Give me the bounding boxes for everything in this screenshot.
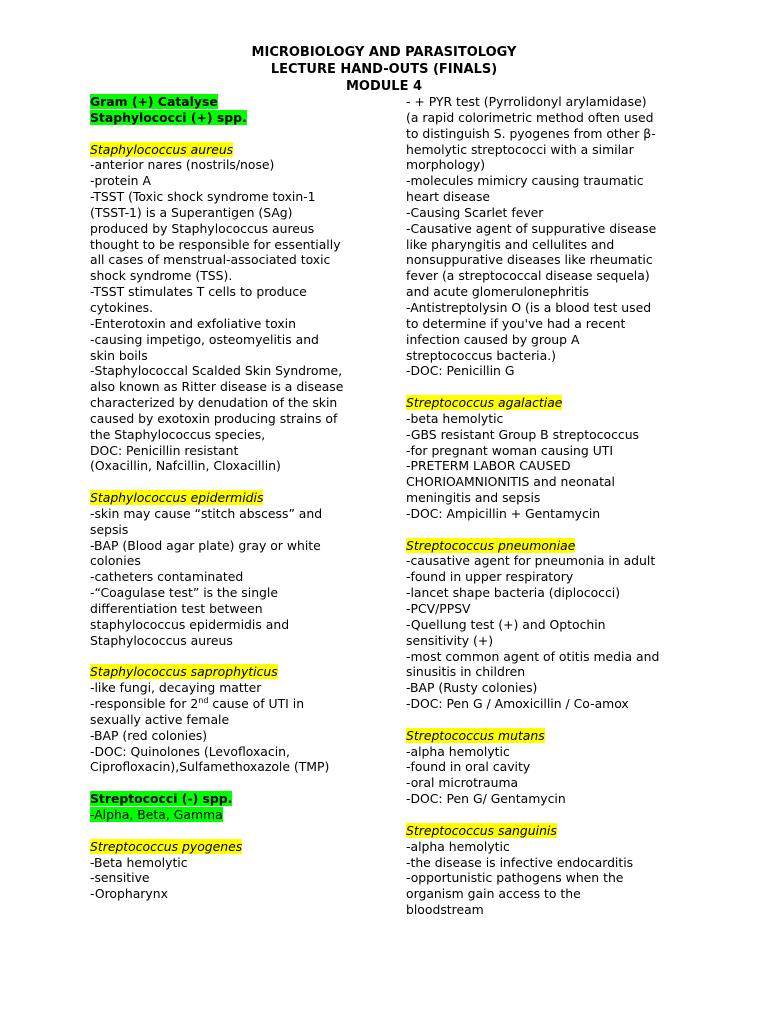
pneumoniae-line: -DOC: Pen G / Amoxicillin / Co-amox	[406, 696, 629, 712]
pyogenes-cont-line: infection caused by group A	[406, 331, 580, 347]
right-column	[406, 94, 706, 918]
module-title: MODULE 4	[345, 79, 423, 94]
pyogenes-cont-line: -DOC: Penicillin G	[406, 363, 515, 379]
left-column	[90, 94, 380, 902]
aureus-line: -causing impetigo, osteomyelitis and	[90, 331, 319, 347]
aureus-line: characterized by denudation of the skin	[90, 395, 338, 411]
pyogenes-cont-line: to determine if you've had a recent	[406, 315, 626, 331]
aureus-line: cytokines.	[90, 299, 154, 315]
pyogenes-cont-line: nonsuppurative diseases like rheumatic	[406, 252, 653, 268]
aureus-line: -Staphylococcal Scalded Skin Syndrome,	[90, 363, 343, 379]
aureus-line: thought to be responsible for essentially	[90, 236, 341, 252]
sanguinis-title: Streptococcus sanguinis	[406, 822, 557, 838]
aureus-line: also known as Ritter disease is a disease	[90, 379, 344, 395]
epidermidis-line: staphylococcus epidermidis and	[90, 616, 290, 632]
epidermidis-line: Staphylococcus aureus	[90, 632, 233, 648]
saprophyticus-line: -BAP (red colonies)	[90, 727, 208, 743]
pneumoniae-title: Streptococcus pneumoniae	[406, 537, 576, 553]
streptococci-heading: Streptococci (-) spp.	[90, 791, 233, 807]
pneumoniae-line: -BAP (Rusty colonies)	[406, 680, 538, 696]
agalactiae-title: Streptococcus agalactiae	[406, 395, 563, 411]
aureus-line: -TSST (Toxic shock syndrome toxin-1	[90, 189, 316, 205]
aureus-line: caused by exotoxin producing strains of	[90, 410, 338, 426]
pneumoniae-line: -PCV/PPSV	[406, 601, 471, 616]
strep-types: -Alpha, Beta, Gamma	[90, 806, 223, 822]
sanguinis-line: bloodstream	[406, 902, 484, 918]
epidermidis-title: Staphylococcus epidermidis	[90, 490, 264, 506]
pyogenes-line: -Oropharynx	[90, 886, 168, 902]
agalactiae-line: -for pregnant woman causing UTI	[406, 442, 613, 458]
pneumoniae-line: sinusitis in children	[406, 664, 526, 680]
agalactiae-line: CHORIOAMNIONITIS and neonatal	[406, 474, 615, 490]
epidermidis-line: -catheters contaminated	[90, 569, 244, 585]
mutans-title: Streptococcus mutans	[406, 727, 545, 743]
pyogenes-line: -sensitive	[90, 870, 150, 886]
pneumoniae-line: -Quellung test (+) and Optochin	[406, 616, 606, 632]
pyogenes-cont-line: like pharyngitis and cellulites and	[406, 236, 615, 252]
aureus-line: -anterior nares (nostrils/nose)	[90, 157, 275, 173]
agalactiae-line: meningitis and sepsis	[406, 490, 541, 506]
agalactiae-line: -GBS resistant Group B streptococcus	[406, 426, 640, 442]
saprophyticus-line	[90, 696, 380, 712]
aureus-line: -TSST stimulates T cells to produce	[90, 284, 307, 300]
pneumoniae-line: -most common agent of otitis media and	[406, 648, 660, 664]
epidermidis-line: sepsis	[90, 521, 129, 537]
pyogenes-cont-line: -Antistreptolysin O (is a blood test used	[406, 299, 652, 315]
pneumoniae-line: -lancet shape bacteria (diplococci)	[406, 585, 621, 601]
saprophyticus-line: -DOC: Quinolones (Levofloxacin,	[90, 743, 290, 759]
agalactiae-line: -beta hemolytic	[406, 410, 504, 426]
epidermidis-line: -“Coagulase test” is the single	[90, 585, 278, 601]
mutans-line: -DOC: Pen G/ Gentamycin	[406, 791, 566, 807]
pyogenes-cont-line: heart disease	[406, 189, 491, 205]
staphylococci-heading: Staphylococci (+) spp.	[90, 109, 247, 125]
epidermidis-line: differentiation test between	[90, 601, 263, 616]
aureus-line: all cases of menstrual-associated toxic	[90, 252, 331, 268]
pyogenes-cont-line: -molecules mimicry causing traumatic	[406, 173, 644, 189]
saprophyticus-text: -responsible for 2	[90, 696, 199, 712]
course-title: MICROBIOLOGY AND PARASITOLOGY	[251, 45, 517, 60]
pyogenes-cont-line: morphology)	[406, 157, 486, 173]
pyogenes-cont-line: and acute glomerulonephritis	[406, 284, 589, 300]
epidermidis-line: -skin may cause “stitch abscess” and	[90, 505, 323, 521]
aureus-line: shock syndrome (TSS).	[90, 268, 233, 284]
saprophyticus-line: Ciprofloxacin),Sulfamethoxazole (TMP)	[90, 759, 330, 775]
aureus-line: DOC: Penicillin resistant	[90, 442, 239, 458]
handout-title: LECTURE HAND-OUTS (FINALS)	[270, 62, 498, 77]
pyogenes-cont-line: - + PYR test (Pyrrolidonyl arylamidase)	[406, 94, 647, 109]
sanguinis-line: -alpha hemolytic	[406, 838, 510, 854]
saprophyticus-title: Staphylococcus saprophyticus	[90, 664, 278, 680]
aureus-title: Staphylococcus aureus	[90, 141, 234, 157]
pyogenes-cont-line: (a rapid colorimetric method often used	[406, 109, 654, 125]
epidermidis-line: -BAP (Blood agar plate) gray or white	[90, 537, 321, 553]
document-header	[0, 44, 768, 95]
sanguinis-line: organism gain access to the	[406, 886, 581, 902]
pyogenes-cont-line: to distinguish S. pyogenes from other β-	[406, 125, 656, 141]
saprophyticus-line: sexually active female	[90, 711, 230, 727]
aureus-line: (Oxacillin, Nafcillin, Cloxacillin)	[90, 458, 281, 474]
saprophyticus-text: cause of UTI in	[208, 696, 305, 712]
pyogenes-cont-line: hemolytic streptococci with a similar	[406, 141, 634, 157]
aureus-line: -Enterotoxin and exfoliative toxin	[90, 315, 296, 331]
agalactiae-line: -DOC: Ampicillin + Gentamycin	[406, 505, 601, 521]
pneumoniae-line: -causative agent for pneumonia in adult	[406, 553, 656, 569]
gram-positive-heading: Gram (+) Catalyse	[90, 94, 218, 109]
epidermidis-line: colonies	[90, 553, 141, 569]
sanguinis-line: -the disease is infective endocarditis	[406, 854, 634, 870]
pyogenes-cont-line: -Causative agent of suppurative disease	[406, 220, 657, 236]
pyogenes-cont-line: streptococcus bacteria.)	[406, 347, 556, 363]
sanguinis-line: -opportunistic pathogens when the	[406, 870, 624, 886]
pyogenes-title: Streptococcus pyogenes	[90, 838, 243, 854]
pneumoniae-line: -found in upper respiratory	[406, 569, 574, 585]
pyogenes-line: -Beta hemolytic	[90, 854, 188, 870]
mutans-line: -alpha hemolytic	[406, 743, 510, 759]
mutans-line: -oral microtrauma	[406, 775, 519, 791]
pyogenes-cont-line: -Causing Scarlet fever	[406, 204, 544, 220]
aureus-line: (TSST-1) is a Superantigen (SAg)	[90, 204, 293, 220]
mutans-line: -found in oral cavity	[406, 759, 531, 775]
pneumoniae-line: sensitivity (+)	[406, 632, 494, 648]
saprophyticus-line: -like fungi, decaying matter	[90, 680, 262, 696]
aureus-line: the Staphylococcus species,	[90, 426, 266, 442]
aureus-line: skin boils	[90, 347, 148, 363]
aureus-line: -protein A	[90, 173, 151, 189]
pyogenes-cont-line: fever (a streptococcal disease sequela)	[406, 268, 650, 284]
aureus-line: produced by Staphylococcus aureus	[90, 220, 315, 236]
ordinal-superscript: nd	[198, 696, 209, 706]
agalactiae-line: -PRETERM LABOR CAUSED	[406, 458, 571, 474]
